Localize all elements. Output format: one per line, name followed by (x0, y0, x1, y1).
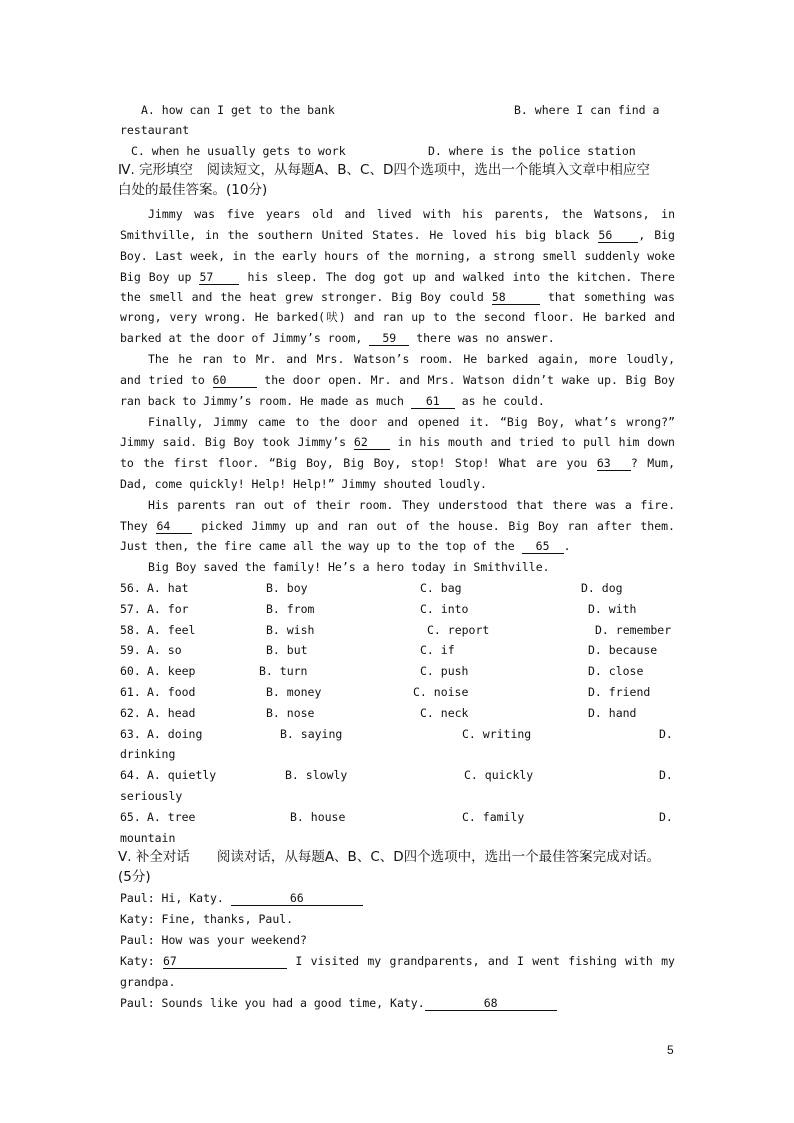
q62-option-c[interactable]: C. neck (420, 706, 469, 720)
passage-line: wrong, very wrong. He barked(吠) and ran up to the second floor. He barked and (120, 310, 675, 324)
q58-number: 58. (120, 623, 141, 637)
q56-option-d[interactable]: D. dog (581, 581, 623, 595)
q57-number: 57. (120, 602, 141, 616)
passage-line: Just then, the fire came all the way up to the top of the 65 . (120, 539, 571, 553)
section4-heading: Ⅳ. 完形填空 阅读短文，从每题A、B、C、D四个选项中，选出一个能填入文章中相应空 (118, 162, 650, 178)
q58-option-b[interactable]: B. wish (266, 623, 315, 637)
q57-option-d[interactable]: D. with (588, 602, 637, 616)
passage-line: ran back to Jimmy’s room. He made as much 61 as he could. (120, 394, 545, 408)
passage-line: The he ran to Mr. and Mrs. Watson’s room. He barked again, more loudly, (148, 352, 675, 366)
blank-64[interactable]: 64 (156, 519, 192, 534)
passage-line: to the first floor. “Big Boy, Big Boy, stop! Stop! What are you 63 ? Mum, (120, 456, 675, 470)
q60-option-a[interactable]: A. keep (147, 664, 196, 678)
q60-option-c[interactable]: C. push (420, 664, 469, 678)
passage-line: Big Boy saved the family! He’s a hero today in Smithville. (148, 560, 550, 574)
blank-58[interactable]: 58 (492, 290, 540, 305)
q59-option-a[interactable]: A. so (147, 643, 182, 657)
q58-option-a[interactable]: A. feel (147, 623, 196, 637)
q65-option-c[interactable]: C. family (462, 810, 525, 824)
q58-option-d[interactable]: D. remember (595, 623, 672, 637)
passage-line: Jimmy was five years old and lived with his parents, the Watsons, in (148, 207, 675, 221)
blank-67[interactable]: 67 (163, 954, 287, 969)
dialogue-line: grandpa. (120, 975, 176, 989)
passage-line: His parents ran out of their room. They understood that there was a fire. (148, 498, 675, 512)
q62-option-d[interactable]: D. hand (588, 706, 637, 720)
q65-option-d[interactable]: D. (659, 810, 673, 824)
passage-line: Dad, come quickly! Help! Help!” Jimmy shouted loudly. (120, 477, 487, 491)
q63-option-a[interactable]: A. doing (147, 727, 203, 741)
blank-57[interactable]: 57 (199, 270, 239, 285)
q59-option-d[interactable]: D. because (588, 643, 658, 657)
q63-number: 63. (120, 727, 141, 741)
passage-line: Big Boy up 57 his sleep. The dog got up and walked into the kitchen. There (120, 270, 675, 284)
q64-option-b[interactable]: B. slowly (285, 768, 348, 782)
q57-option-c[interactable]: C. into (420, 602, 469, 616)
q64-number: 64. (120, 768, 141, 782)
q62-number: 62. (120, 706, 141, 720)
section5-heading-cont: (5分) (118, 869, 151, 885)
blank-66[interactable]: 66 (231, 891, 363, 906)
q61-option-d[interactable]: D. friend (588, 685, 651, 699)
q61-number: 61. (120, 685, 141, 699)
passage-line: Boy. Last week, in the early hours of the morning, a strong smell suddenly woke (120, 249, 675, 263)
blank-63[interactable]: 63 (597, 456, 631, 471)
blank-59[interactable]: 59 (369, 331, 409, 346)
q63-option-d[interactable]: D. (659, 727, 673, 741)
q64-option-a[interactable]: A. quietly (147, 768, 217, 782)
blank-60[interactable]: 60 (213, 373, 257, 388)
q64-option-c[interactable]: C. quickly (464, 768, 534, 782)
prev-option-c: C. when he usually gets to work (131, 144, 346, 158)
passage-line: Finally, Jimmy came to the door and opened it. “Big Boy, what’s wrong?” (148, 415, 675, 429)
page-number: 5 (667, 1043, 674, 1057)
q64-option-d-cont[interactable]: seriously (120, 789, 183, 803)
q63-option-d-cont[interactable]: drinking (120, 747, 176, 761)
q56-option-c[interactable]: C. bag (420, 581, 462, 595)
q62-option-a[interactable]: A. head (147, 706, 196, 720)
q59-option-b[interactable]: B. but (266, 643, 308, 657)
q65-number: 65. (120, 810, 141, 824)
dialogue-line: Katy: Fine, thanks, Paul. (120, 912, 294, 926)
q63-option-c[interactable]: C. writing (462, 727, 532, 741)
q61-option-a[interactable]: A. food (147, 685, 196, 699)
q60-option-b[interactable]: B. turn (259, 664, 308, 678)
blank-62[interactable]: 62 (354, 435, 390, 450)
passage-line: barked at the door of Jimmy’s room, 59 there was no answer. (120, 331, 555, 345)
prev-option-d: D. where is the police station (428, 144, 636, 158)
passage-line: Jimmy said. Big Boy took Jimmy’s 62 in his mouth and tried to pull him down (120, 435, 675, 449)
q57-option-b[interactable]: B. from (266, 602, 315, 616)
passage-line: Smithville, in the southern United States. He loved his big black 56 , Big (120, 228, 675, 242)
dialogue-line: Katy: 67 I visited my grandparents, and I went fishing with my (120, 954, 675, 968)
blank-65[interactable]: 65 (522, 539, 564, 554)
q64-option-d[interactable]: D. (659, 768, 673, 782)
q59-option-c[interactable]: C. if (420, 643, 455, 657)
q60-number: 60. (120, 664, 141, 678)
blank-61[interactable]: 61 (411, 394, 455, 409)
prev-option-b: B. where I can find a (514, 103, 660, 117)
dialogue-line: Paul: How was your weekend? (120, 933, 307, 947)
passage-line: and tried to 60 the door open. Mr. and Mrs. Watson didn’t wake up. Big Boy (120, 373, 675, 387)
q65-option-a[interactable]: A. tree (147, 810, 196, 824)
q57-option-a[interactable]: A. for (147, 602, 189, 616)
prev-option-a: A. how can I get to the bank (141, 103, 335, 117)
q61-option-c[interactable]: C. noise (413, 685, 469, 699)
blank-56[interactable]: 56 (598, 228, 638, 243)
dialogue-line: Paul: Sounds like you had a good time, Katy. 68 (120, 996, 557, 1011)
q56-option-b[interactable]: B. boy (266, 581, 308, 595)
prev-option-b-cont: restaurant (120, 123, 190, 137)
section4-heading-cont: 白处的最佳答案。(10分) (118, 182, 268, 198)
q61-option-b[interactable]: B. money (266, 685, 322, 699)
q56-option-a[interactable]: A. hat (147, 581, 189, 595)
section5-heading: Ⅴ. 补全对话 阅读对话，从每题A、B、C、D四个选项中，选出一个最佳答案完成对话。 (118, 849, 661, 865)
q58-option-c[interactable]: C. report (427, 623, 490, 637)
passage-line: They 64 picked Jimmy up and ran out of the house. Big Boy ran after them. (120, 519, 675, 533)
q56-number: 56. (120, 581, 141, 595)
q59-number: 59. (120, 643, 141, 657)
blank-68[interactable]: 68 (425, 996, 557, 1011)
dialogue-line: Paul: Hi, Katy. 66 (120, 891, 363, 906)
q65-option-d-cont[interactable]: mountain (120, 831, 176, 845)
passage-line: the smell and the heat grew stronger. Big Boy could 58 that something was (120, 290, 675, 304)
q62-option-b[interactable]: B. nose (266, 706, 315, 720)
q60-option-d[interactable]: D. close (588, 664, 644, 678)
q63-option-b[interactable]: B. saying (280, 727, 343, 741)
q65-option-b[interactable]: B. house (290, 810, 346, 824)
